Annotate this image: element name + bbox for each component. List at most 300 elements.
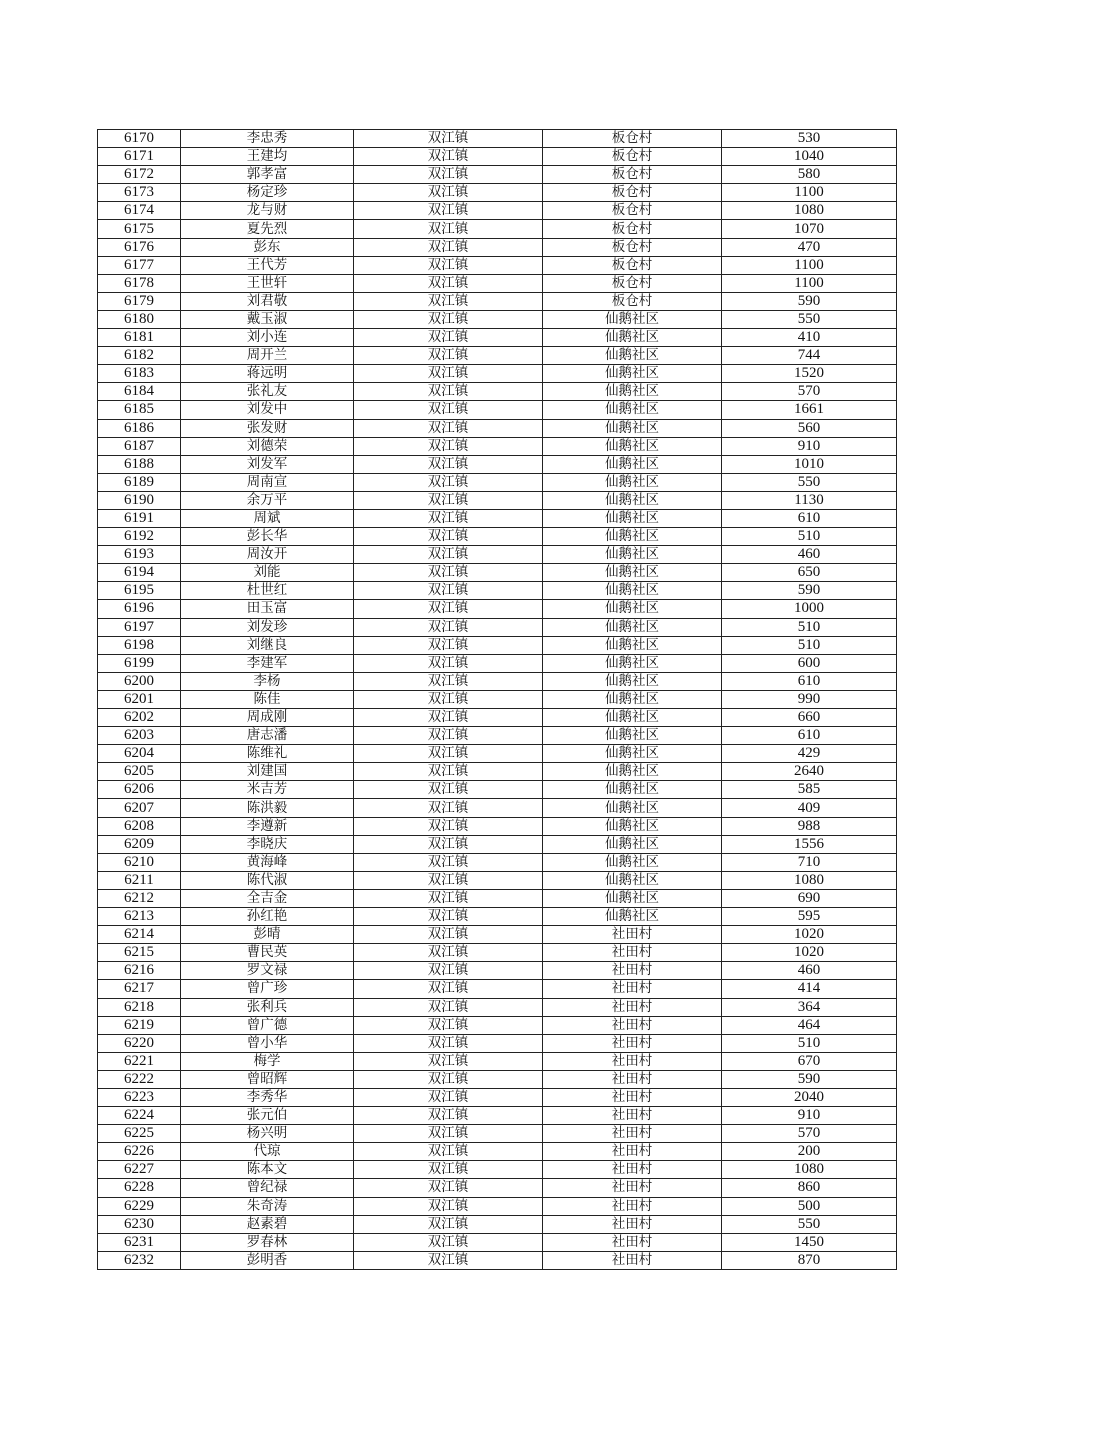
village-cell: 社田村 xyxy=(543,1161,722,1179)
amount-cell: 409 xyxy=(722,799,897,817)
name-cell: 李建军 xyxy=(181,654,354,672)
village-cell: 板仓村 xyxy=(543,166,722,184)
village-cell: 社田村 xyxy=(543,1052,722,1070)
village-cell: 社田村 xyxy=(543,926,722,944)
name-cell: 王建均 xyxy=(181,148,354,166)
record-number-cell: 6221 xyxy=(98,1052,181,1070)
town-cell: 双江镇 xyxy=(354,130,543,148)
amount-cell: 1010 xyxy=(722,455,897,473)
name-cell: 梅学 xyxy=(181,1052,354,1070)
village-cell: 仙鹅社区 xyxy=(543,781,722,799)
village-cell: 板仓村 xyxy=(543,184,722,202)
table-row xyxy=(98,419,897,437)
name-cell: 曾纪禄 xyxy=(181,1179,354,1197)
amount-cell: 910 xyxy=(722,437,897,455)
amount-cell: 429 xyxy=(722,745,897,763)
record-number-cell: 6189 xyxy=(98,473,181,491)
town-cell: 双江镇 xyxy=(354,166,543,184)
town-cell: 双江镇 xyxy=(354,871,543,889)
record-number-cell: 6210 xyxy=(98,853,181,871)
record-number-cell: 6200 xyxy=(98,672,181,690)
name-cell: 陈维礼 xyxy=(181,745,354,763)
village-cell: 仙鹅社区 xyxy=(543,528,722,546)
record-number-cell: 6192 xyxy=(98,528,181,546)
town-cell: 双江镇 xyxy=(354,292,543,310)
table-row xyxy=(98,690,897,708)
name-cell: 刘继良 xyxy=(181,636,354,654)
town-cell: 双江镇 xyxy=(354,546,543,564)
town-cell: 双江镇 xyxy=(354,455,543,473)
record-number-cell: 6178 xyxy=(98,274,181,292)
table-row xyxy=(98,1251,897,1269)
record-number-cell: 6191 xyxy=(98,509,181,527)
name-cell: 张利兵 xyxy=(181,998,354,1016)
record-number-cell: 6171 xyxy=(98,148,181,166)
name-cell: 陈洪毅 xyxy=(181,799,354,817)
table-row xyxy=(98,166,897,184)
amount-cell: 510 xyxy=(722,1034,897,1052)
village-cell: 仙鹅社区 xyxy=(543,672,722,690)
record-number-cell: 6229 xyxy=(98,1197,181,1215)
village-cell: 板仓村 xyxy=(543,220,722,238)
town-cell: 双江镇 xyxy=(354,980,543,998)
amount-cell: 988 xyxy=(722,817,897,835)
village-cell: 仙鹅社区 xyxy=(543,546,722,564)
amount-cell: 595 xyxy=(722,908,897,926)
amount-cell: 464 xyxy=(722,1016,897,1034)
town-cell: 双江镇 xyxy=(354,1143,543,1161)
name-cell: 李遵新 xyxy=(181,817,354,835)
table-row xyxy=(98,1034,897,1052)
name-cell: 王代芳 xyxy=(181,256,354,274)
name-cell: 杨定珍 xyxy=(181,184,354,202)
name-cell: 刘君敬 xyxy=(181,292,354,310)
town-cell: 双江镇 xyxy=(354,401,543,419)
amount-cell: 550 xyxy=(722,473,897,491)
table-row xyxy=(98,202,897,220)
village-cell: 仙鹅社区 xyxy=(543,853,722,871)
record-number-cell: 6175 xyxy=(98,220,181,238)
table-row xyxy=(98,509,897,527)
village-cell: 仙鹅社区 xyxy=(543,509,722,527)
table-row xyxy=(98,944,897,962)
name-cell: 罗春林 xyxy=(181,1233,354,1251)
village-cell: 仙鹅社区 xyxy=(543,419,722,437)
name-cell: 李忠秀 xyxy=(181,130,354,148)
record-number-cell: 6187 xyxy=(98,437,181,455)
record-number-cell: 6204 xyxy=(98,745,181,763)
amount-cell: 590 xyxy=(722,1070,897,1088)
table-row xyxy=(98,763,897,781)
town-cell: 双江镇 xyxy=(354,799,543,817)
record-number-cell: 6173 xyxy=(98,184,181,202)
town-cell: 双江镇 xyxy=(354,1107,543,1125)
village-cell: 仙鹅社区 xyxy=(543,871,722,889)
amount-cell: 1020 xyxy=(722,944,897,962)
table-row xyxy=(98,148,897,166)
village-cell: 社田村 xyxy=(543,1251,722,1269)
name-cell: 彭长华 xyxy=(181,528,354,546)
record-number-cell: 6174 xyxy=(98,202,181,220)
town-cell: 双江镇 xyxy=(354,564,543,582)
village-cell: 板仓村 xyxy=(543,256,722,274)
village-cell: 仙鹅社区 xyxy=(543,690,722,708)
name-cell: 周斌 xyxy=(181,509,354,527)
town-cell: 双江镇 xyxy=(354,582,543,600)
town-cell: 双江镇 xyxy=(354,1161,543,1179)
name-cell: 唐志潘 xyxy=(181,727,354,745)
village-cell: 仙鹅社区 xyxy=(543,564,722,582)
table-row xyxy=(98,1233,897,1251)
village-cell: 社田村 xyxy=(543,1034,722,1052)
record-number-cell: 6212 xyxy=(98,889,181,907)
record-number-cell: 6228 xyxy=(98,1179,181,1197)
table-row xyxy=(98,835,897,853)
town-cell: 双江镇 xyxy=(354,763,543,781)
amount-cell: 1130 xyxy=(722,491,897,509)
record-number-cell: 6223 xyxy=(98,1088,181,1106)
table-row xyxy=(98,998,897,1016)
town-cell: 双江镇 xyxy=(354,745,543,763)
town-cell: 双江镇 xyxy=(354,690,543,708)
record-number-cell: 6209 xyxy=(98,835,181,853)
amount-cell: 510 xyxy=(722,528,897,546)
village-cell: 社田村 xyxy=(543,1070,722,1088)
table-row xyxy=(98,889,897,907)
town-cell: 双江镇 xyxy=(354,383,543,401)
name-cell: 米吉芳 xyxy=(181,781,354,799)
amount-cell: 510 xyxy=(722,636,897,654)
record-number-cell: 6230 xyxy=(98,1215,181,1233)
amount-cell: 460 xyxy=(722,962,897,980)
table-row xyxy=(98,962,897,980)
amount-cell: 1100 xyxy=(722,256,897,274)
name-cell: 周南宣 xyxy=(181,473,354,491)
table-row xyxy=(98,1143,897,1161)
town-cell: 双江镇 xyxy=(354,1197,543,1215)
name-cell: 曹民英 xyxy=(181,944,354,962)
table-row xyxy=(98,1197,897,1215)
name-cell: 陈佳 xyxy=(181,690,354,708)
table-row xyxy=(98,817,897,835)
table-row xyxy=(98,1070,897,1088)
table-row xyxy=(98,1088,897,1106)
name-cell: 余万平 xyxy=(181,491,354,509)
table-row xyxy=(98,365,897,383)
amount-cell: 1080 xyxy=(722,1161,897,1179)
record-number-cell: 6177 xyxy=(98,256,181,274)
village-cell: 仙鹅社区 xyxy=(543,310,722,328)
town-cell: 双江镇 xyxy=(354,1233,543,1251)
village-cell: 仙鹅社区 xyxy=(543,383,722,401)
amount-cell: 590 xyxy=(722,582,897,600)
village-cell: 社田村 xyxy=(543,1233,722,1251)
amount-cell: 1080 xyxy=(722,871,897,889)
town-cell: 双江镇 xyxy=(354,256,543,274)
table-row xyxy=(98,781,897,799)
amount-cell: 600 xyxy=(722,654,897,672)
town-cell: 双江镇 xyxy=(354,998,543,1016)
amount-cell: 1040 xyxy=(722,148,897,166)
village-cell: 仙鹅社区 xyxy=(543,582,722,600)
record-number-cell: 6225 xyxy=(98,1125,181,1143)
village-cell: 仙鹅社区 xyxy=(543,473,722,491)
town-cell: 双江镇 xyxy=(354,1088,543,1106)
town-cell: 双江镇 xyxy=(354,329,543,347)
record-number-cell: 6176 xyxy=(98,238,181,256)
amount-cell: 1070 xyxy=(722,220,897,238)
record-number-cell: 6183 xyxy=(98,365,181,383)
record-number-cell: 6217 xyxy=(98,980,181,998)
amount-cell: 470 xyxy=(722,238,897,256)
table-row xyxy=(98,347,897,365)
table-body xyxy=(98,130,897,1270)
table-row xyxy=(98,654,897,672)
village-cell: 仙鹅社区 xyxy=(543,618,722,636)
record-number-cell: 6186 xyxy=(98,419,181,437)
table-row xyxy=(98,329,897,347)
village-cell: 板仓村 xyxy=(543,238,722,256)
table-row xyxy=(98,184,897,202)
town-cell: 双江镇 xyxy=(354,853,543,871)
amount-cell: 610 xyxy=(722,672,897,690)
record-number-cell: 6232 xyxy=(98,1251,181,1269)
table-row xyxy=(98,310,897,328)
name-cell: 彭晴 xyxy=(181,926,354,944)
table-row xyxy=(98,473,897,491)
town-cell: 双江镇 xyxy=(354,491,543,509)
town-cell: 双江镇 xyxy=(354,220,543,238)
table-row xyxy=(98,1107,897,1125)
record-number-cell: 6172 xyxy=(98,166,181,184)
town-cell: 双江镇 xyxy=(354,1251,543,1269)
name-cell: 张元伯 xyxy=(181,1107,354,1125)
town-cell: 双江镇 xyxy=(354,1215,543,1233)
record-number-cell: 6208 xyxy=(98,817,181,835)
name-cell: 刘发军 xyxy=(181,455,354,473)
name-cell: 郭孝富 xyxy=(181,166,354,184)
village-cell: 仙鹅社区 xyxy=(543,329,722,347)
record-number-cell: 6202 xyxy=(98,709,181,727)
name-cell: 张发财 xyxy=(181,419,354,437)
amount-cell: 550 xyxy=(722,310,897,328)
village-cell: 仙鹅社区 xyxy=(543,347,722,365)
name-cell: 彭东 xyxy=(181,238,354,256)
name-cell: 周汝开 xyxy=(181,546,354,564)
amount-cell: 1520 xyxy=(722,365,897,383)
table-row xyxy=(98,908,897,926)
amount-cell: 870 xyxy=(722,1251,897,1269)
village-cell: 仙鹅社区 xyxy=(543,835,722,853)
amount-cell: 650 xyxy=(722,564,897,582)
name-cell: 刘德荣 xyxy=(181,437,354,455)
town-cell: 双江镇 xyxy=(354,908,543,926)
village-cell: 社田村 xyxy=(543,1125,722,1143)
name-cell: 刘发中 xyxy=(181,401,354,419)
record-number-cell: 6203 xyxy=(98,727,181,745)
record-number-cell: 6180 xyxy=(98,310,181,328)
record-number-cell: 6206 xyxy=(98,781,181,799)
town-cell: 双江镇 xyxy=(354,709,543,727)
village-cell: 社田村 xyxy=(543,1143,722,1161)
table-row xyxy=(98,1125,897,1143)
town-cell: 双江镇 xyxy=(354,274,543,292)
table-row xyxy=(98,709,897,727)
table-row xyxy=(98,292,897,310)
village-cell: 仙鹅社区 xyxy=(543,654,722,672)
amount-cell: 560 xyxy=(722,419,897,437)
table-row xyxy=(98,546,897,564)
table-row xyxy=(98,926,897,944)
record-number-cell: 6213 xyxy=(98,908,181,926)
amount-cell: 460 xyxy=(722,546,897,564)
name-cell: 戴玉淑 xyxy=(181,310,354,328)
village-cell: 仙鹅社区 xyxy=(543,745,722,763)
amount-cell: 530 xyxy=(722,130,897,148)
amount-cell: 570 xyxy=(722,1125,897,1143)
town-cell: 双江镇 xyxy=(354,817,543,835)
table-row xyxy=(98,528,897,546)
record-number-cell: 6218 xyxy=(98,998,181,1016)
town-cell: 双江镇 xyxy=(354,1034,543,1052)
town-cell: 双江镇 xyxy=(354,835,543,853)
record-number-cell: 6190 xyxy=(98,491,181,509)
town-cell: 双江镇 xyxy=(354,473,543,491)
amount-cell: 990 xyxy=(722,690,897,708)
name-cell: 张礼友 xyxy=(181,383,354,401)
record-number-cell: 6222 xyxy=(98,1070,181,1088)
table-row xyxy=(98,455,897,473)
town-cell: 双江镇 xyxy=(354,926,543,944)
amount-cell: 500 xyxy=(722,1197,897,1215)
name-cell: 代琼 xyxy=(181,1143,354,1161)
amount-cell: 910 xyxy=(722,1107,897,1125)
table-row xyxy=(98,256,897,274)
village-cell: 板仓村 xyxy=(543,130,722,148)
amount-cell: 860 xyxy=(722,1179,897,1197)
town-cell: 双江镇 xyxy=(354,672,543,690)
name-cell: 刘发珍 xyxy=(181,618,354,636)
village-cell: 仙鹅社区 xyxy=(543,817,722,835)
table-row xyxy=(98,1215,897,1233)
name-cell: 黄海峰 xyxy=(181,853,354,871)
table-row xyxy=(98,745,897,763)
table-row xyxy=(98,383,897,401)
record-number-cell: 6196 xyxy=(98,600,181,618)
table-row xyxy=(98,437,897,455)
amount-cell: 1080 xyxy=(722,202,897,220)
record-number-cell: 6181 xyxy=(98,329,181,347)
record-number-cell: 6193 xyxy=(98,546,181,564)
village-cell: 社田村 xyxy=(543,1107,722,1125)
village-cell: 仙鹅社区 xyxy=(543,763,722,781)
village-cell: 社田村 xyxy=(543,1088,722,1106)
village-cell: 板仓村 xyxy=(543,274,722,292)
village-cell: 社田村 xyxy=(543,1215,722,1233)
table-row xyxy=(98,853,897,871)
town-cell: 双江镇 xyxy=(354,148,543,166)
table-row xyxy=(98,491,897,509)
amount-cell: 670 xyxy=(722,1052,897,1070)
name-cell: 曾昭辉 xyxy=(181,1070,354,1088)
record-number-cell: 6195 xyxy=(98,582,181,600)
name-cell: 刘能 xyxy=(181,564,354,582)
town-cell: 双江镇 xyxy=(354,962,543,980)
record-number-cell: 6215 xyxy=(98,944,181,962)
village-cell: 仙鹅社区 xyxy=(543,636,722,654)
record-number-cell: 6227 xyxy=(98,1161,181,1179)
table-row xyxy=(98,238,897,256)
village-cell: 板仓村 xyxy=(543,148,722,166)
town-cell: 双江镇 xyxy=(354,528,543,546)
table-row xyxy=(98,600,897,618)
town-cell: 双江镇 xyxy=(354,184,543,202)
table-row xyxy=(98,582,897,600)
name-cell: 彭明香 xyxy=(181,1251,354,1269)
table-row xyxy=(98,274,897,292)
table-row xyxy=(98,1179,897,1197)
name-cell: 李晓庆 xyxy=(181,835,354,853)
village-cell: 社田村 xyxy=(543,1197,722,1215)
record-number-cell: 6224 xyxy=(98,1107,181,1125)
amount-cell: 364 xyxy=(722,998,897,1016)
amount-cell: 580 xyxy=(722,166,897,184)
amount-cell: 710 xyxy=(722,853,897,871)
amount-cell: 200 xyxy=(722,1143,897,1161)
name-cell: 杨兴明 xyxy=(181,1125,354,1143)
table-row xyxy=(98,980,897,998)
amount-cell: 2640 xyxy=(722,763,897,781)
name-cell: 全吉金 xyxy=(181,889,354,907)
town-cell: 双江镇 xyxy=(354,1016,543,1034)
town-cell: 双江镇 xyxy=(354,654,543,672)
record-number-cell: 6199 xyxy=(98,654,181,672)
amount-cell: 660 xyxy=(722,709,897,727)
town-cell: 双江镇 xyxy=(354,1179,543,1197)
town-cell: 双江镇 xyxy=(354,600,543,618)
amount-cell: 570 xyxy=(722,383,897,401)
village-cell: 仙鹅社区 xyxy=(543,799,722,817)
amount-cell: 690 xyxy=(722,889,897,907)
name-cell: 孙红艳 xyxy=(181,908,354,926)
record-number-cell: 6179 xyxy=(98,292,181,310)
name-cell: 赵素碧 xyxy=(181,1215,354,1233)
amount-cell: 414 xyxy=(722,980,897,998)
village-cell: 仙鹅社区 xyxy=(543,600,722,618)
town-cell: 双江镇 xyxy=(354,509,543,527)
village-cell: 仙鹅社区 xyxy=(543,908,722,926)
amount-cell: 610 xyxy=(722,509,897,527)
record-number-cell: 6219 xyxy=(98,1016,181,1034)
table-row xyxy=(98,564,897,582)
name-cell: 朱奇涛 xyxy=(181,1197,354,1215)
record-number-cell: 6205 xyxy=(98,763,181,781)
record-number-cell: 6184 xyxy=(98,383,181,401)
village-cell: 社田村 xyxy=(543,962,722,980)
town-cell: 双江镇 xyxy=(354,310,543,328)
town-cell: 双江镇 xyxy=(354,1052,543,1070)
amount-cell: 1556 xyxy=(722,835,897,853)
name-cell: 曾小华 xyxy=(181,1034,354,1052)
town-cell: 双江镇 xyxy=(354,944,543,962)
name-cell: 李秀华 xyxy=(181,1088,354,1106)
village-cell: 板仓村 xyxy=(543,202,722,220)
name-cell: 周成刚 xyxy=(181,709,354,727)
table-row xyxy=(98,1161,897,1179)
amount-cell: 610 xyxy=(722,727,897,745)
table-row xyxy=(98,618,897,636)
town-cell: 双江镇 xyxy=(354,419,543,437)
